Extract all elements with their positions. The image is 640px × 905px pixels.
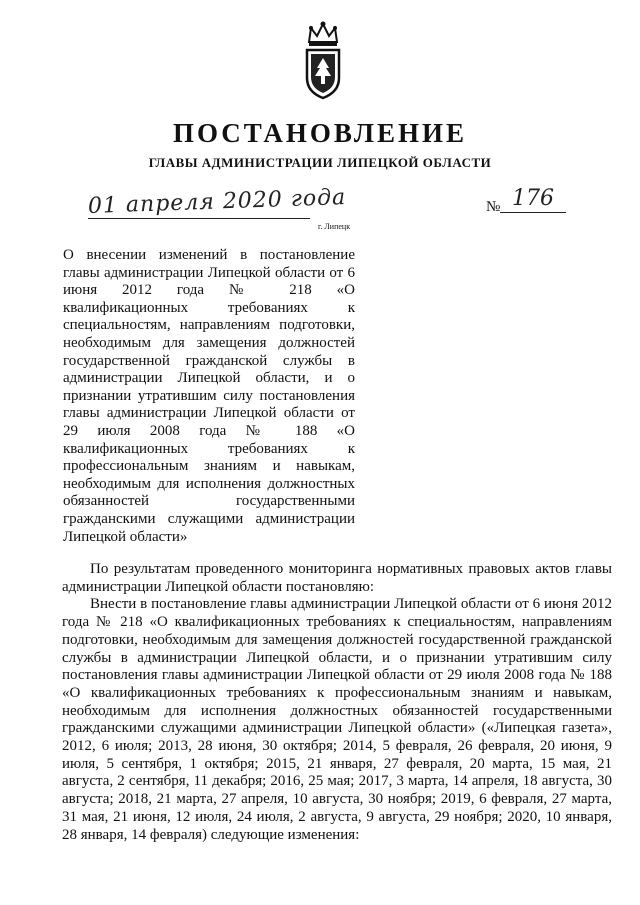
document-subtitle: ГЛАВЫ АДМИНИСТРАЦИИ ЛИПЕЦКОЙ ОБЛАСТИ: [148, 155, 492, 170]
body-paragraph: По результатам проведенного мониторинга нормативных правовых актов главы администрации Липецкой области постановляю:: [62, 561, 612, 595]
coat-of-arms-emblem: [303, 20, 343, 102]
date-underline: [88, 218, 310, 219]
body-paragraph: Внести в постановление главы администрации Липецкой области от 6 июня 2012 года № 218 «О квалификационных требованиях к специальностям, направлениям подготовки, необходимым для замещения должностей государственной гражданской службы в администрации Липецкой области, и о признании утратившим силу постановления главы администрации Липецкой области от 29 июля 2008 года № 188 «О квалификационных требованиях к профессиональным знаниям и навыкам, необходимым для исполнения должностных обязанностей государственными гражданскими служащими администрации Липецкой области» («Липецкая газета», 2012, 6 июля; 2013, 28 июня, 30 октября; 2014, 5 февраля, 26 февраля, 20 июня, 9 июля, 5 сентября, 1 октября; 2015, 21 января, 27 февраля, 20 марта, 15 мая, 21 августа, 2 сентября, 11 декабря; 2016, 25 мая; 2017, 3 марта, 14 апреля, 18 августа, 30 августа; 2018, 21 марта, 27 апреля, 10 августа, 30 ноября; 2019, 6 февраля, 27 марта, 31 мая, 21 июня, 12 июля, 24 июля, 2 августа, 9 августа, 29 ноября; 2020, 10 января, 28 января, 14 февраля) следующие изменения:: [62, 596, 612, 843]
handwritten-number: 176: [512, 186, 554, 211]
document-body: [62, 561, 612, 844]
document-title: ПОСТАНОВЛЕНИЕ: [172, 118, 468, 148]
handwritten-date: 01 апреля 2020 года: [87, 185, 347, 220]
city-label: г. Липецк: [318, 222, 351, 231]
number-underline: [500, 212, 566, 213]
number-label: №: [486, 199, 501, 215]
document-subject: О внесении изменений в постановление главы администрации Липецкой области от 6 июня 2012 года № 218 «О квалификационных требованиях к специальностям, направлениям подготовки, необходимым для замещения должностей государственной гражданской службы в администрации Липецкой области, и о признании утратившим силу постановления главы администрации Липецкой области от 29 июля 2008 года № 188 «О квалификационных требованиях к профессиональным знаниям и навыкам, необходимым для исполнения должностных обязанностей государственными гражданскими служащими администрации Липецкой области»: [63, 247, 355, 545]
